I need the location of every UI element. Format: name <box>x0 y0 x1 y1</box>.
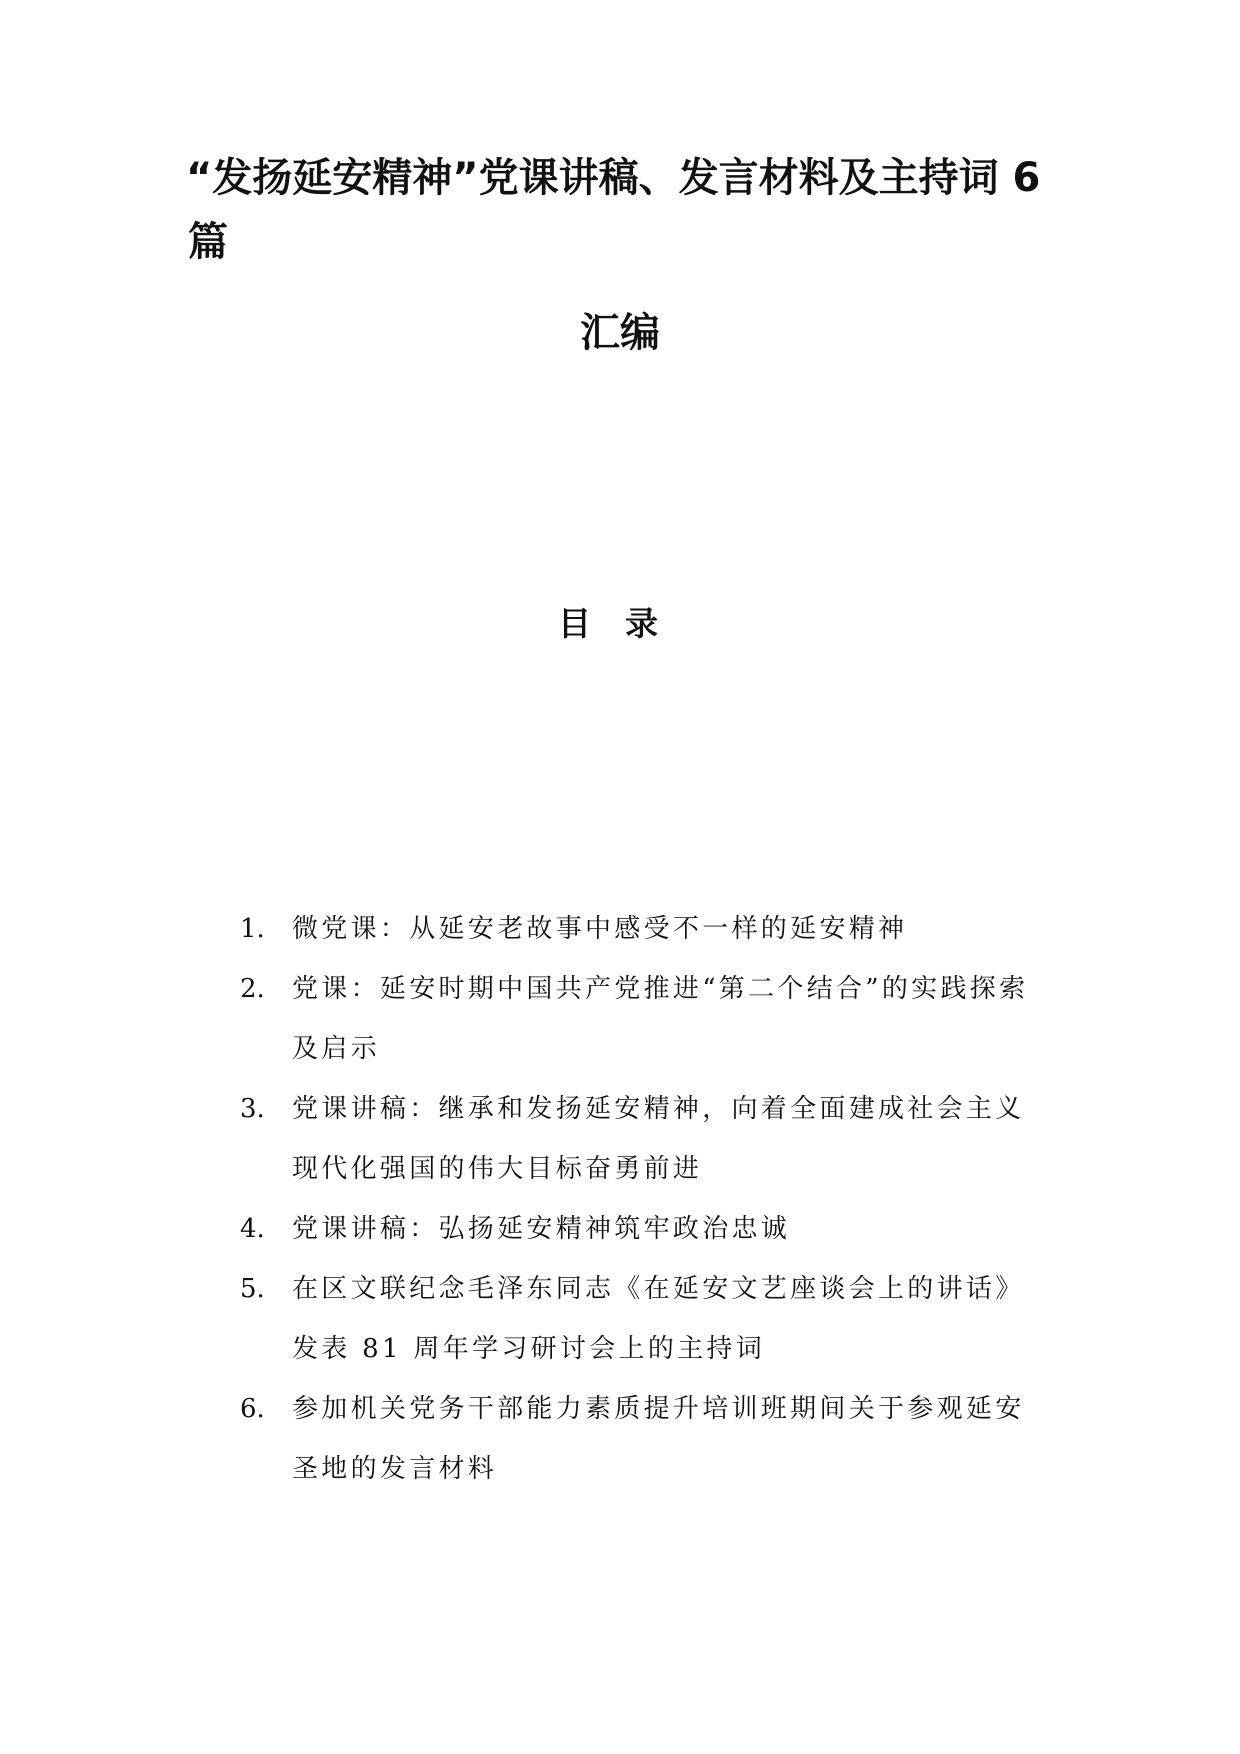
toc-item-text: 党课讲稿：弘扬延安精神筑牢政治忠诚 <box>292 1214 791 1244</box>
toc-item <box>240 1259 1040 1379</box>
toc-item <box>240 899 1040 959</box>
toc-item-number: 5. <box>240 1274 265 1304</box>
toc-item-text: 党课：延安时期中国共产党推进“第二个结合”的实践探索及启示 <box>292 974 1029 1064</box>
document-title-continued: 篇 <box>188 219 228 265</box>
toc-item <box>240 959 1040 1079</box>
toc-item-number: 1. <box>240 914 265 944</box>
toc-item-text: 党课讲稿：继承和发扬延安精神，向着全面建成社会主义现代化强国的伟大目标奋勇前进 <box>292 1094 1025 1184</box>
toc-item-text: 在区文联纪念毛泽东同志《在延安文艺座谈会上的讲话》发表 81 周年学习研讨会上的主持词 <box>292 1274 1025 1364</box>
toc-item-text: 微党课：从延安老故事中感受不一样的延安精神 <box>292 914 908 944</box>
document-subtitle: 汇编 <box>580 310 660 356</box>
document-title: “发扬延安精神”党课讲稿、发言材料及主持词 6 <box>186 155 1041 201</box>
toc-item-number: 4. <box>240 1214 265 1244</box>
toc-item <box>240 1379 1040 1499</box>
table-of-contents <box>240 899 1040 1499</box>
toc-item-number: 2. <box>240 974 265 1004</box>
toc-item <box>240 1199 1040 1259</box>
toc-heading: 目录 <box>558 604 692 643</box>
toc-item <box>240 1079 1040 1199</box>
toc-item-text: 参加机关党务干部能力素质提升培训班期间关于参观延安圣地的发言材料 <box>292 1394 1025 1484</box>
toc-item-number: 6. <box>240 1394 265 1424</box>
toc-item-number: 3. <box>240 1094 265 1124</box>
